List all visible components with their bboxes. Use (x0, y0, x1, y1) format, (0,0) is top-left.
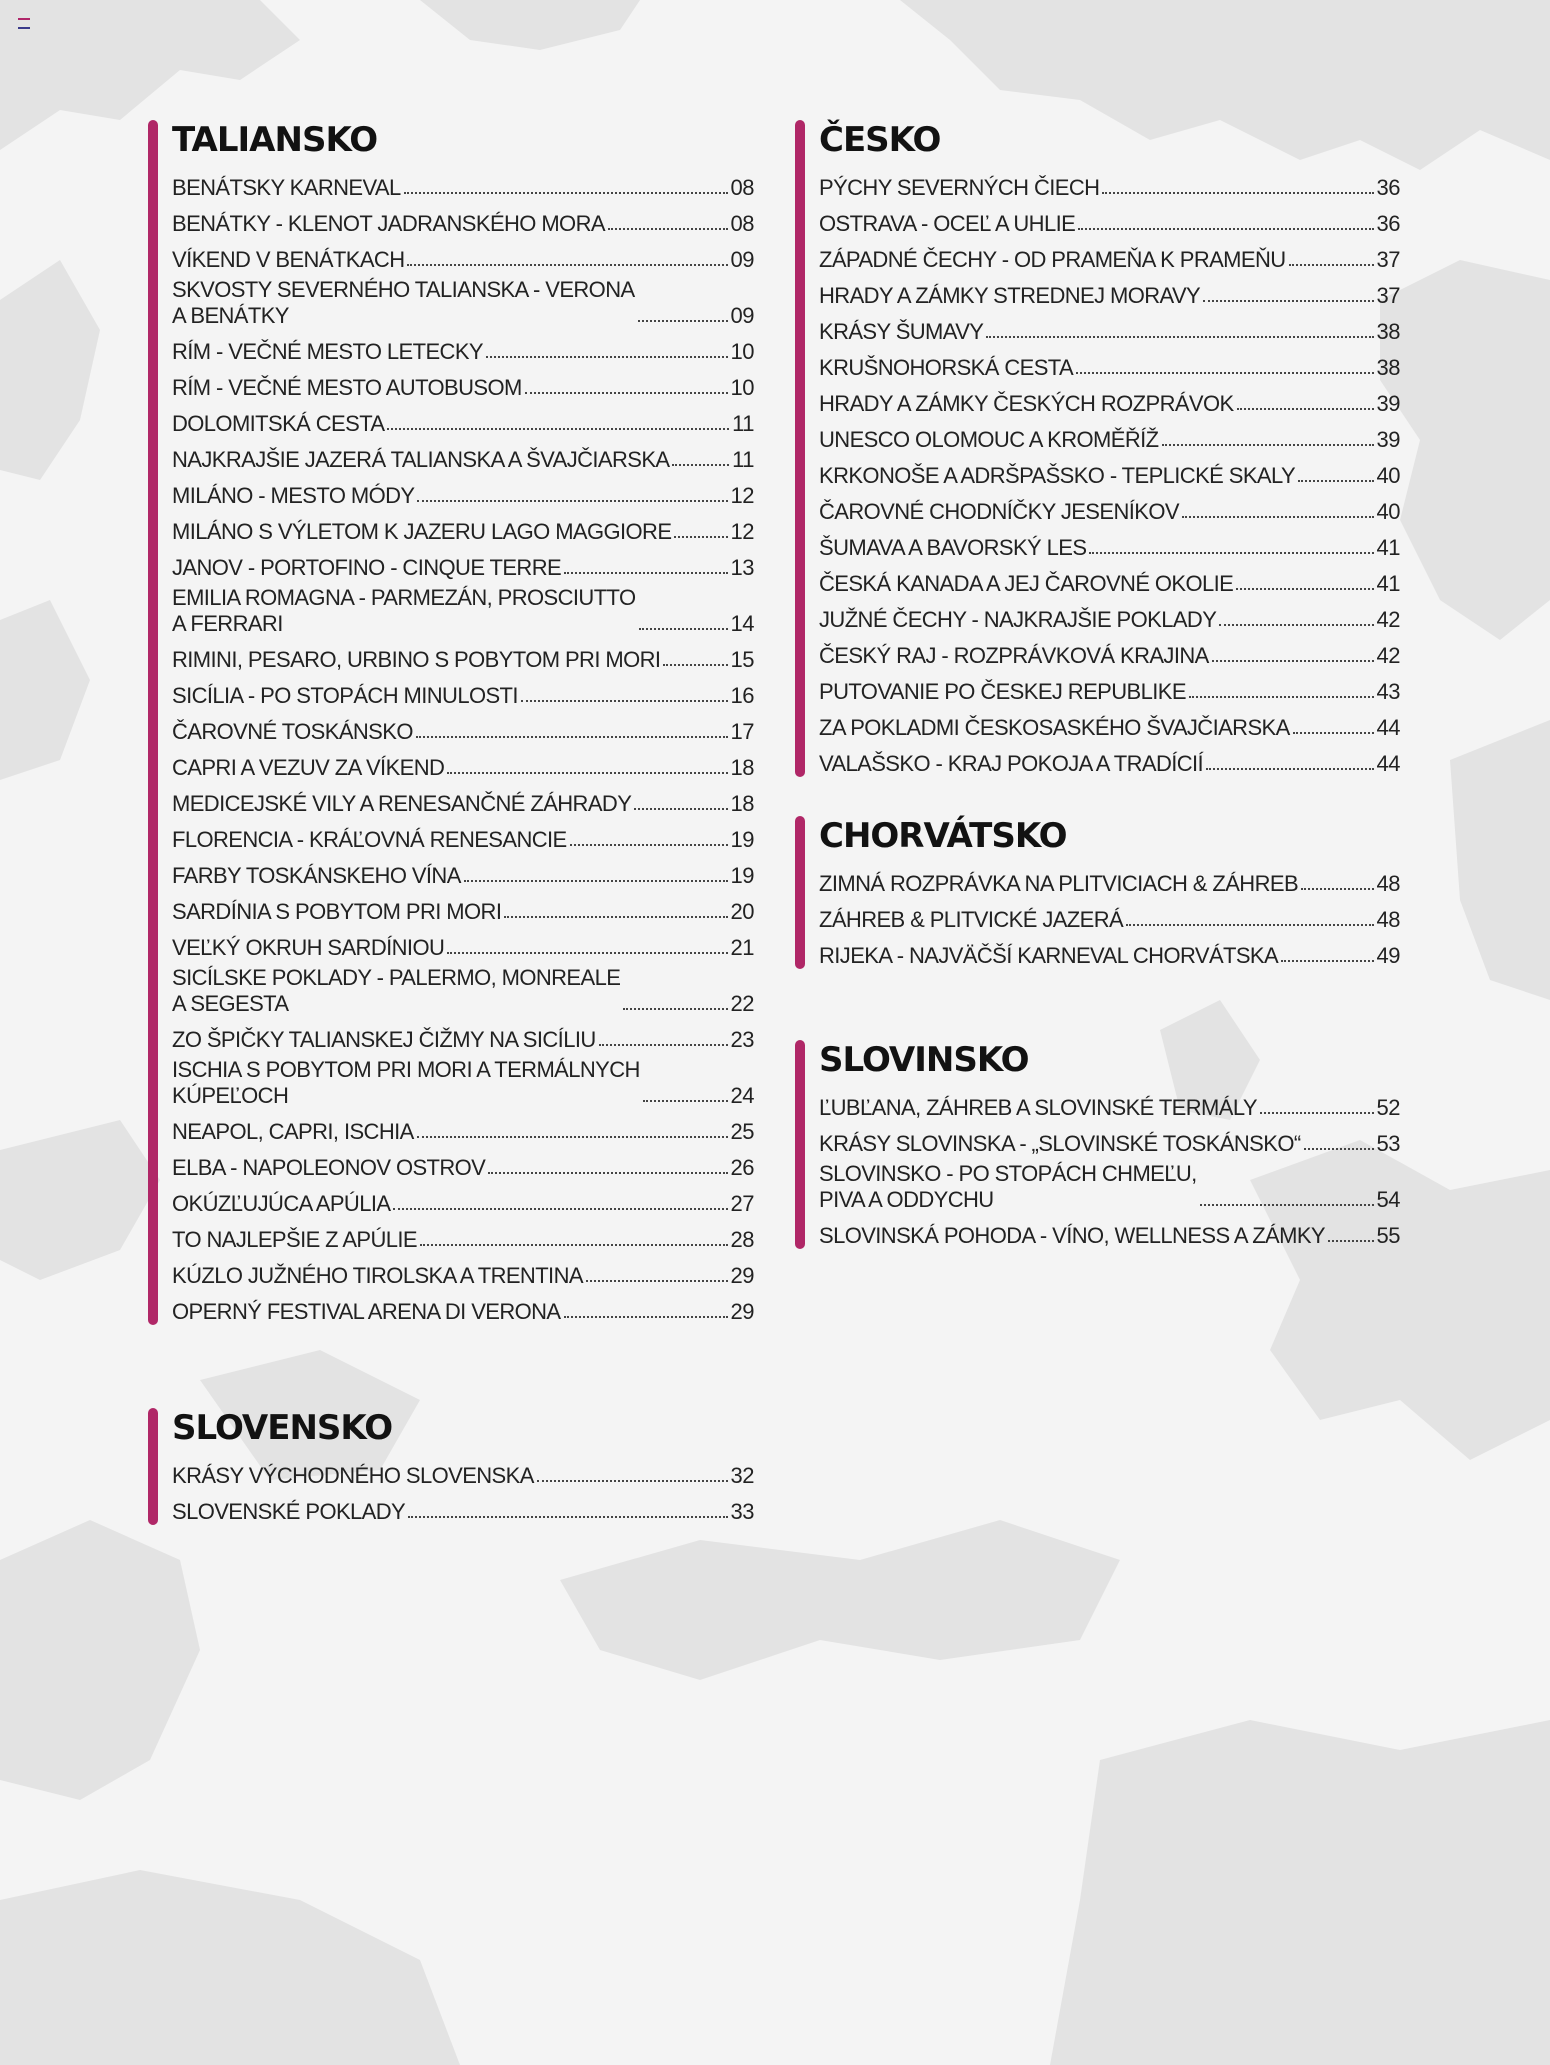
toc-entry-page-number: 14 (730, 611, 754, 636)
toc-entry-page-number: 53 (1376, 1131, 1400, 1156)
toc-entry-title: PÝCHY SEVERNÝCH ČIECH (819, 175, 1100, 200)
toc-entry-page-number: 20 (730, 899, 754, 924)
toc-entry[interactable] (819, 165, 1400, 201)
toc-entry-title: EMILIA ROMAGNA - PARMEZÁN, PROSCIUTTO A FERRARI (172, 585, 636, 636)
toc-entry[interactable] (819, 1157, 1400, 1213)
toc-entry-page-number: 25 (730, 1119, 754, 1144)
section-heading: CHORVÁTSKO (819, 816, 1067, 856)
dot-leader (1206, 768, 1373, 770)
dot-leader (1089, 552, 1373, 554)
section-heading: ČESKO (819, 120, 941, 160)
dot-leader (674, 536, 727, 538)
toc-entry-title: VALAŠSKO - KRAJ POKOJA A TRADÍCIÍ (819, 751, 1204, 776)
dot-leader (639, 628, 728, 630)
toc-entry-page-number: 40 (1376, 499, 1400, 524)
toc-entry-page-number: 29 (730, 1299, 754, 1324)
toc-entry-title: ZÁHREB & PLITVICKÉ JAZERÁ (819, 907, 1124, 932)
toc-entry-title: SLOVINSKÁ POHODA - VÍNO, WELLNESS A ZÁMKY (819, 1223, 1325, 1248)
toc-entry[interactable] (819, 453, 1400, 489)
dot-leader (504, 916, 727, 918)
toc-entry-page-number: 17 (730, 719, 754, 744)
section-heading: SLOVENSKO (172, 1408, 393, 1448)
dot-leader (564, 1316, 728, 1318)
toc-entry-page-number: 36 (1376, 211, 1400, 236)
dot-leader (1281, 960, 1373, 962)
toc-entry[interactable] (172, 853, 754, 889)
section-slovinsko (795, 1040, 1400, 1249)
dot-leader (564, 572, 727, 574)
toc-entry-page-number: 39 (1376, 427, 1400, 452)
toc-entry-page-number: 36 (1376, 175, 1400, 200)
dot-leader (417, 1136, 728, 1138)
toc-entry-page-number: 41 (1376, 571, 1400, 596)
dot-leader (1189, 696, 1374, 698)
dot-leader (387, 428, 729, 430)
toc-entry-page-number: 18 (730, 755, 754, 780)
toc-entry-title: ČAROVNÉ CHODNÍČKY JESENÍKOV (819, 499, 1179, 524)
toc-entry-title: RIMINI, PESARO, URBINO S POBYTOM PRI MORI (172, 647, 661, 672)
dot-leader (1102, 192, 1373, 194)
section-accent-bar (148, 120, 158, 1325)
toc-entry-title: VÍKEND V BENÁTKACH (172, 247, 405, 272)
toc-entry[interactable] (819, 381, 1400, 417)
toc-entry[interactable] (172, 745, 754, 781)
toc-entry-title: UNESCO OLOMOUC A KROMĚŘÍŽ (819, 427, 1159, 452)
toc-entry[interactable] (819, 525, 1400, 561)
page-corner-mark-icon (18, 18, 30, 29)
toc-entry[interactable] (819, 273, 1400, 309)
dot-leader (623, 1008, 727, 1010)
dot-leader (1260, 1112, 1374, 1114)
dot-leader (634, 808, 727, 810)
toc-entry[interactable] (172, 1109, 754, 1145)
toc-entry[interactable] (172, 509, 754, 545)
toc-entry-page-number: 23 (730, 1027, 754, 1052)
toc-entry-page-number: 16 (730, 683, 754, 708)
dot-leader (570, 844, 728, 846)
dot-leader (525, 392, 728, 394)
toc-entry[interactable] (172, 817, 754, 853)
toc-entry[interactable] (172, 273, 754, 329)
toc-entry-page-number: 55 (1376, 1223, 1400, 1248)
toc-entry[interactable] (819, 861, 1400, 897)
section-slovensko (148, 1408, 754, 1525)
toc-entry-title: PUTOVANIE PO ČESKEJ REPUBLIKE (819, 679, 1186, 704)
toc-entry[interactable] (172, 961, 754, 1017)
toc-entry-page-number: 49 (1376, 943, 1400, 968)
toc-entry[interactable] (819, 561, 1400, 597)
toc-entry-title: KÚZLO JUŽNÉHO TIROLSKA A TRENTINA (172, 1263, 583, 1288)
dot-leader (420, 1244, 728, 1246)
toc-entry[interactable] (819, 237, 1400, 273)
toc-entry-page-number: 54 (1376, 1187, 1400, 1212)
toc-entry-title: DOLOMITSKÁ CESTA (172, 411, 385, 436)
toc-entry-page-number: 13 (730, 555, 754, 580)
toc-entry[interactable] (172, 1217, 754, 1253)
dot-leader (417, 500, 727, 502)
toc-entry-page-number: 12 (730, 519, 754, 544)
toc-entry-page-number: 27 (730, 1191, 754, 1216)
toc-entry-page-number: 43 (1376, 679, 1400, 704)
toc-entry[interactable] (172, 165, 754, 201)
dot-leader (1162, 444, 1374, 446)
toc-entry[interactable] (172, 437, 754, 473)
dot-leader (1182, 516, 1374, 518)
dot-leader (1219, 624, 1373, 626)
toc-entry[interactable] (819, 669, 1400, 705)
toc-entry-page-number: 48 (1376, 871, 1400, 896)
toc-entry[interactable] (172, 709, 754, 745)
toc-entry[interactable] (172, 781, 754, 817)
toc-entry-title: OPERNÝ FESTIVAL ARENA DI VERONA (172, 1299, 561, 1324)
toc-entry-title: ČESKÁ KANADA A JEJ ČAROVNÉ OKOLIE (819, 571, 1234, 596)
toc-entry-title: SKVOSTY SEVERNÉHO TALIANSKA - VERONA A BENÁTKY (172, 277, 635, 328)
toc-entry-page-number: 52 (1376, 1095, 1400, 1120)
toc-entry-page-number: 28 (730, 1227, 754, 1252)
toc-entry-title: OSTRAVA - OCEĽ A UHLIE (819, 211, 1076, 236)
toc-entry[interactable] (172, 1181, 754, 1217)
toc-entry[interactable] (172, 473, 754, 509)
toc-entry[interactable] (172, 673, 754, 709)
toc-entry[interactable] (819, 345, 1400, 381)
toc-entry[interactable] (172, 1053, 754, 1109)
dot-leader (1237, 408, 1374, 410)
toc-entry-title: FARBY TOSKÁNSKEHO VÍNA (172, 863, 461, 888)
toc-entry[interactable] (819, 417, 1400, 453)
toc-entry-page-number: 38 (1376, 319, 1400, 344)
dot-leader (1328, 1240, 1374, 1242)
toc-entry[interactable] (172, 1453, 754, 1489)
toc-entry[interactable] (172, 889, 754, 925)
toc-entry-page-number: 40 (1376, 463, 1400, 488)
toc-entry-title: KRUŠNOHORSKÁ CESTA (819, 355, 1074, 380)
toc-entry-page-number: 21 (730, 935, 754, 960)
toc-entry[interactable] (172, 1489, 754, 1525)
toc-entry-page-number: 44 (1376, 751, 1400, 776)
dot-leader (1212, 660, 1374, 662)
toc-entry-title: ZO ŠPIČKY TALIANSKEJ ČIŽMY NA SICÍLIU (172, 1027, 596, 1052)
toc-entry-title: MILÁNO S VÝLETOM K JAZERU LAGO MAGGIORE (172, 519, 672, 544)
toc-entry-page-number: 26 (730, 1155, 754, 1180)
toc-entry-title: ELBA - NAPOLEONOV OSTROV (172, 1155, 486, 1180)
section-taliansko (148, 120, 754, 1325)
toc-entry-title: NEAPOL, CAPRI, ISCHIA (172, 1119, 414, 1144)
toc-entry-title: ZÁPADNÉ ČECHY - OD PRAMEŇA K PRAMEŇU (819, 247, 1286, 272)
dot-leader (1293, 732, 1374, 734)
toc-entry-page-number: 09 (730, 303, 754, 328)
toc-entry-title: RÍM - VEČNÉ MESTO LETECKY (172, 339, 483, 364)
section-chorvatsko (795, 816, 1400, 969)
toc-entry[interactable] (819, 933, 1400, 969)
dot-leader (464, 880, 728, 882)
toc-entry-page-number: 11 (732, 411, 754, 436)
dot-leader (416, 736, 728, 738)
toc-entry[interactable] (819, 897, 1400, 933)
toc-entry-title: SARDÍNIA S POBYTOM PRI MORI (172, 899, 502, 924)
toc-entry-page-number: 48 (1376, 907, 1400, 932)
toc-entry-title: VEĽKÝ OKRUH SARDÍNIOU (172, 935, 445, 960)
toc-entry-title: OKÚZĽUJÚCA APÚLIA (172, 1191, 391, 1216)
toc-entry-page-number: 37 (1376, 283, 1400, 308)
toc-entry-title: HRADY A ZÁMKY STREDNEJ MORAVY (819, 283, 1201, 308)
section-heading: TALIANSKO (172, 120, 378, 160)
toc-entry[interactable] (819, 597, 1400, 633)
toc-entry-title: HRADY A ZÁMKY ČESKÝCH ROZPRÁVOK (819, 391, 1234, 416)
toc-entry-title: ZIMNÁ ROZPRÁVKA NA PLITVICIACH & ZÁHREB (819, 871, 1299, 896)
toc-entry-title: KRÁSY VÝCHODNÉHO SLOVENSKA (172, 1463, 534, 1488)
dot-leader (488, 1172, 727, 1174)
dot-leader (599, 1044, 728, 1046)
toc-entry-title: RÍM - VEČNÉ MESTO AUTOBUSOM (172, 375, 522, 400)
toc-entry[interactable] (819, 705, 1400, 741)
toc-entry-page-number: 22 (730, 991, 754, 1016)
toc-entry-page-number: 09 (730, 247, 754, 272)
toc-entry-page-number: 18 (730, 791, 754, 816)
toc-entry-title: KRÁSY SLOVINSKA - „SLOVINSKÉ TOSKÁNSKO“ (819, 1131, 1301, 1156)
toc-entry[interactable] (819, 489, 1400, 525)
dot-leader (608, 228, 728, 230)
dot-leader (1076, 372, 1373, 374)
toc-entry-page-number: 08 (730, 211, 754, 236)
dot-leader (663, 664, 727, 666)
dot-leader (407, 264, 727, 266)
dot-leader (447, 772, 727, 774)
section-accent-bar (795, 1040, 805, 1249)
toc-entry-page-number: 08 (730, 175, 754, 200)
toc-entry-title: SICÍLIA - PO STOPÁCH MINULOSTI (172, 683, 518, 708)
dot-leader (1289, 264, 1374, 266)
toc-entry-page-number: 19 (730, 827, 754, 852)
toc-entry-title: MILÁNO - MESTO MÓDY (172, 483, 415, 508)
toc-entry[interactable] (172, 581, 754, 637)
dot-leader (447, 952, 727, 954)
dot-leader (1236, 588, 1373, 590)
dot-leader (1078, 228, 1373, 230)
dot-leader (404, 192, 728, 194)
toc-entry-page-number: 37 (1376, 247, 1400, 272)
toc-entry[interactable] (819, 201, 1400, 237)
section-accent-bar (795, 120, 805, 777)
dot-leader (521, 700, 728, 702)
toc-entry-page-number: 10 (730, 375, 754, 400)
toc-entry-page-number: 32 (730, 1463, 754, 1488)
toc-entry-title: MEDICEJSKÉ VILY A RENESANČNÉ ZÁHRADY (172, 791, 632, 816)
toc-entry[interactable] (819, 741, 1400, 777)
dot-leader (638, 320, 728, 322)
toc-entry-title: TO NAJLEPŠIE Z APÚLIE (172, 1227, 417, 1252)
dot-leader (537, 1480, 728, 1482)
dot-leader (586, 1280, 728, 1282)
toc-entry-title: ZA POKLADMI ČESKOSASKÉHO ŠVAJČIARSKA (819, 715, 1290, 740)
toc-entry-page-number: 19 (730, 863, 754, 888)
toc-entry[interactable] (172, 1253, 754, 1289)
toc-entry[interactable] (172, 1289, 754, 1325)
section-cesko (795, 120, 1400, 777)
toc-entry[interactable] (819, 633, 1400, 669)
dot-leader (486, 356, 728, 358)
toc-entry[interactable] (172, 365, 754, 401)
toc-entry[interactable] (819, 309, 1400, 345)
toc-entry[interactable] (172, 329, 754, 365)
dot-leader (408, 1516, 727, 1518)
toc-entry-page-number: 44 (1376, 715, 1400, 740)
toc-entry-page-number: 29 (730, 1263, 754, 1288)
toc-entry-page-number: 33 (730, 1499, 754, 1524)
toc-entry-title: RIJEKA - NAJVÄČŠÍ KARNEVAL CHORVÁTSKA (819, 943, 1279, 968)
toc-entry-title: ISCHIA S POBYTOM PRI MORI A TERMÁLNYCH KÚPEĽOCH (172, 1057, 640, 1108)
toc-entry[interactable] (819, 1085, 1400, 1121)
toc-entry-title: ČESKÝ RAJ - ROZPRÁVKOVÁ KRAJINA (819, 643, 1209, 668)
toc-entry[interactable] (819, 1121, 1400, 1157)
dot-leader (643, 1100, 728, 1102)
toc-entry-title: FLORENCIA - KRÁĽOVNÁ RENESANCIE (172, 827, 567, 852)
toc-entry-title: ČAROVNÉ TOSKÁNSKO (172, 719, 413, 744)
toc-entry[interactable] (172, 637, 754, 673)
toc-entry[interactable] (172, 545, 754, 581)
section-accent-bar (148, 1408, 158, 1525)
toc-entry-title: CAPRI A VEZUV ZA VÍKEND (172, 755, 445, 780)
toc-entry-title: SLOVENSKÉ POKLADY (172, 1499, 406, 1524)
toc-entry-title: JUŽNÉ ČECHY - NAJKRAJŠIE POKLADY (819, 607, 1217, 632)
toc-entry[interactable] (172, 201, 754, 237)
dot-leader (393, 1208, 727, 1210)
toc-entry-title: ĽUBĽANA, ZÁHREB A SLOVINSKÉ TERMÁLY (819, 1095, 1257, 1120)
toc-entry-page-number: 42 (1376, 643, 1400, 668)
toc-entry-title: BENÁTKY - KLENOT JADRANSKÉHO MORA (172, 211, 605, 236)
toc-entry-title: BENÁTSKY KARNEVAL (172, 175, 401, 200)
toc-entry-title: SICÍLSKE POKLADY - PALERMO, MONREALE A SEGESTA (172, 965, 621, 1016)
dot-leader (1126, 924, 1373, 926)
section-heading: SLOVINSKO (819, 1040, 1029, 1080)
toc-entry-title: KRÁSY ŠUMAVY (819, 319, 984, 344)
dot-leader (672, 464, 729, 466)
toc-entry[interactable] (172, 401, 754, 437)
toc-entry[interactable] (172, 1145, 754, 1181)
toc-entry-page-number: 39 (1376, 391, 1400, 416)
dot-leader (1301, 888, 1373, 890)
toc-entry-page-number: 41 (1376, 535, 1400, 560)
toc-entry-title: ŠUMAVA A BAVORSKÝ LES (819, 535, 1087, 560)
dot-leader (1298, 480, 1373, 482)
toc-entry-page-number: 11 (732, 447, 754, 472)
toc-entry-title: SLOVINSKO - PO STOPÁCH CHMEĽU, PIVA A ODDYCHU (819, 1161, 1197, 1212)
toc-entry[interactable] (172, 237, 754, 273)
dot-leader (1203, 300, 1373, 302)
toc-entry-page-number: 12 (730, 483, 754, 508)
toc-entry-title: JANOV - PORTOFINO - CINQUE TERRE (172, 555, 562, 580)
section-accent-bar (795, 816, 805, 969)
toc-entry-title: KRKONOŠE A ADRŠPAŠSKO - TEPLICKÉ SKALY (819, 463, 1296, 488)
toc-entry[interactable] (172, 1017, 754, 1053)
toc-entry-page-number: 15 (730, 647, 754, 672)
dot-leader (1200, 1204, 1374, 1206)
toc-entry[interactable] (819, 1213, 1400, 1249)
toc-entry-page-number: 42 (1376, 607, 1400, 632)
toc-entry-page-number: 24 (730, 1083, 754, 1108)
toc-entry-page-number: 38 (1376, 355, 1400, 380)
toc-entry-title: NAJKRAJŠIE JAZERÁ TALIANSKA A ŠVAJČIARSKA (172, 447, 670, 472)
toc-entry-page-number: 10 (730, 339, 754, 364)
dot-leader (986, 336, 1373, 338)
toc-entry[interactable] (172, 925, 754, 961)
dot-leader (1304, 1148, 1374, 1150)
